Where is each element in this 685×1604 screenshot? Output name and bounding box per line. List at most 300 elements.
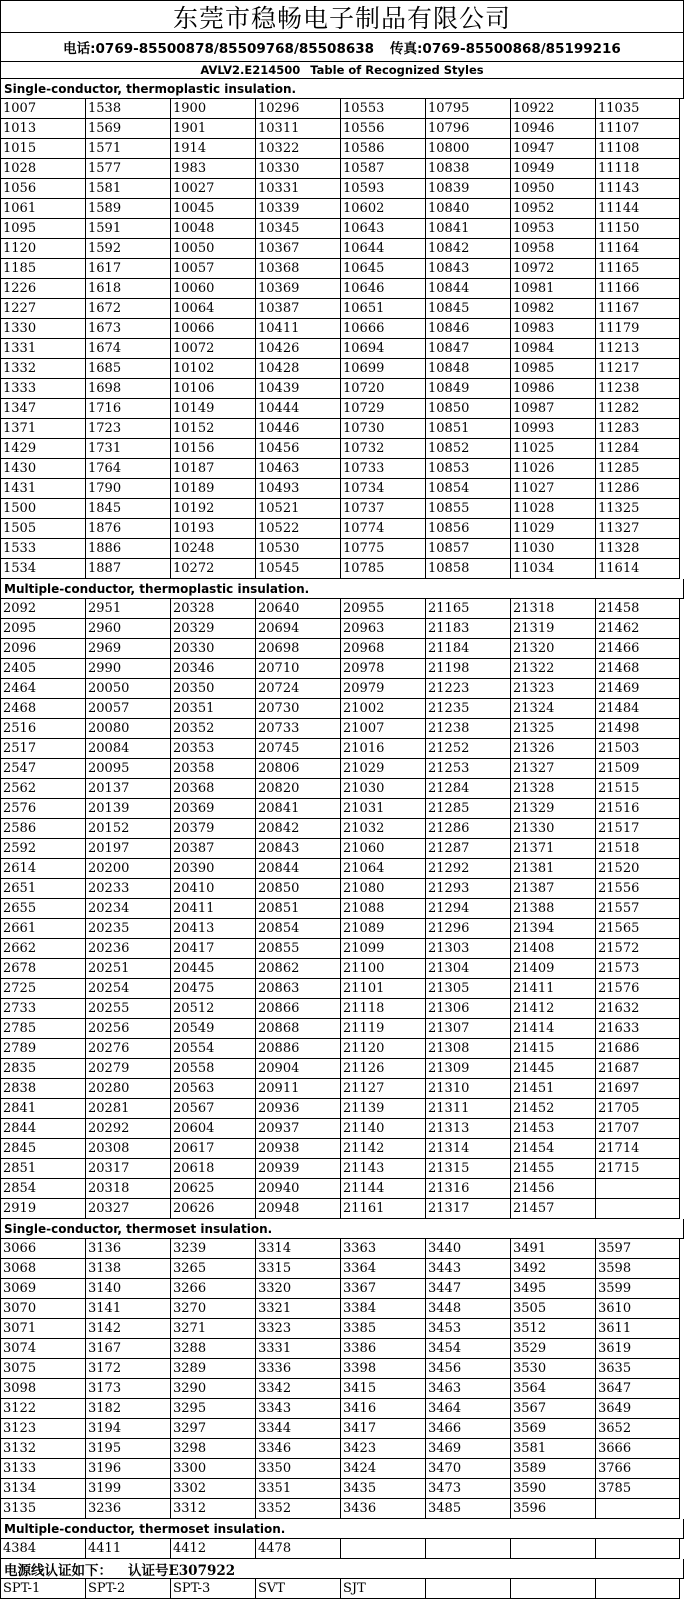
style-number-cell: 20234 bbox=[86, 899, 171, 919]
style-number-cell: 21120 bbox=[341, 1039, 426, 1059]
style-number-cell: 10983 bbox=[511, 319, 596, 339]
style-number-cell: 20604 bbox=[171, 1119, 256, 1139]
style-number-cell: 1698 bbox=[86, 379, 171, 399]
style-number-cell: 10556 bbox=[341, 119, 426, 139]
style-number-cell: 1983 bbox=[171, 159, 256, 179]
style-number-cell: 3435 bbox=[341, 1479, 426, 1499]
table-row bbox=[0, 899, 684, 919]
style-number-cell: 10602 bbox=[341, 199, 426, 219]
style-number-cell: 21305 bbox=[426, 979, 511, 999]
cord-type-cell: SVT bbox=[256, 1579, 341, 1599]
table-row bbox=[0, 379, 684, 399]
style-number-cell: 20318 bbox=[86, 1179, 171, 1199]
style-number-cell: 20197 bbox=[86, 839, 171, 859]
style-number-cell: 10428 bbox=[256, 359, 341, 379]
style-number-cell: 21556 bbox=[596, 879, 680, 899]
style-number-cell: 1577 bbox=[86, 159, 171, 179]
cord-type-cell: SPT-3 bbox=[171, 1579, 256, 1599]
style-number-cell: 2468 bbox=[1, 699, 86, 719]
style-number-cell: 21453 bbox=[511, 1119, 596, 1139]
style-number-cell: 10369 bbox=[256, 279, 341, 299]
style-number-cell: 10732 bbox=[341, 439, 426, 459]
style-number-cell: 20886 bbox=[256, 1039, 341, 1059]
style-number-cell: 3314 bbox=[256, 1239, 341, 1259]
table-row bbox=[0, 119, 684, 139]
style-number-cell: 3505 bbox=[511, 1299, 596, 1319]
style-number-cell: 21320 bbox=[511, 639, 596, 659]
style-number-cell: 20567 bbox=[171, 1099, 256, 1119]
style-number-cell bbox=[596, 1499, 680, 1519]
style-number-cell: 20387 bbox=[171, 839, 256, 859]
style-number-cell: 10645 bbox=[341, 259, 426, 279]
style-number-cell: 20855 bbox=[256, 939, 341, 959]
style-number-cell: 11144 bbox=[596, 199, 680, 219]
style-number-cell: 10985 bbox=[511, 359, 596, 379]
table-row bbox=[0, 219, 684, 239]
style-number-cell: 1618 bbox=[86, 279, 171, 299]
style-number-cell: 10322 bbox=[256, 139, 341, 159]
style-number-cell: 10064 bbox=[171, 299, 256, 319]
table-row bbox=[0, 659, 684, 679]
style-number-cell: 10311 bbox=[256, 119, 341, 139]
style-number-cell: 21633 bbox=[596, 1019, 680, 1039]
style-number-cell: 20640 bbox=[256, 599, 341, 619]
style-number-cell: 3447 bbox=[426, 1279, 511, 1299]
certificate-number: 认证号E307922 bbox=[128, 1562, 236, 1579]
style-number-cell: 1120 bbox=[1, 239, 86, 259]
style-number-cell: 20368 bbox=[171, 779, 256, 799]
style-number-cell: 3495 bbox=[511, 1279, 596, 1299]
style-number-cell: 21572 bbox=[596, 939, 680, 959]
style-number-cell: 1592 bbox=[86, 239, 171, 259]
style-number-cell: 21687 bbox=[596, 1059, 680, 1079]
style-number-cell: 20626 bbox=[171, 1199, 256, 1219]
style-number-cell: 21223 bbox=[426, 679, 511, 699]
style-number-cell: 3416 bbox=[341, 1399, 426, 1419]
style-number-cell: 3423 bbox=[341, 1439, 426, 1459]
style-number-cell: 2960 bbox=[86, 619, 171, 639]
style-number-cell: 3610 bbox=[596, 1299, 680, 1319]
style-number-cell: 21198 bbox=[426, 659, 511, 679]
style-number-cell: 11108 bbox=[596, 139, 680, 159]
table-caption: Table of Recognized Styles bbox=[310, 63, 484, 77]
style-number-cell: 3456 bbox=[426, 1359, 511, 1379]
style-number-cell: 1581 bbox=[86, 179, 171, 199]
style-number-cell: 3385 bbox=[341, 1319, 426, 1339]
style-number-cell: 3288 bbox=[171, 1339, 256, 1359]
style-number-cell: 3367 bbox=[341, 1279, 426, 1299]
style-number-cell: 21520 bbox=[596, 859, 680, 879]
style-number-cell: 20413 bbox=[171, 919, 256, 939]
style-number-cell: 10456 bbox=[256, 439, 341, 459]
style-number-cell: 10330 bbox=[256, 159, 341, 179]
style-number-cell: 21705 bbox=[596, 1099, 680, 1119]
style-number-cell: 21002 bbox=[341, 699, 426, 719]
style-number-cell: 20851 bbox=[256, 899, 341, 919]
style-number-cell: 1674 bbox=[86, 339, 171, 359]
style-number-cell: 10840 bbox=[426, 199, 511, 219]
style-number-cell: 21388 bbox=[511, 899, 596, 919]
style-number-cell: 20558 bbox=[171, 1059, 256, 1079]
style-number-cell: 20618 bbox=[171, 1159, 256, 1179]
style-number-cell: 20820 bbox=[256, 779, 341, 799]
style-number-cell: 10737 bbox=[341, 499, 426, 519]
style-number-cell: 10102 bbox=[171, 359, 256, 379]
style-number-cell: 20255 bbox=[86, 999, 171, 1019]
style-number-cell: 2851 bbox=[1, 1159, 86, 1179]
style-number-cell: 3766 bbox=[596, 1459, 680, 1479]
style-number-cell: 20254 bbox=[86, 979, 171, 999]
style-number-cell: 20369 bbox=[171, 799, 256, 819]
style-number-cell: 1591 bbox=[86, 219, 171, 239]
style-number-cell bbox=[596, 1539, 680, 1559]
style-number-cell: 3336 bbox=[256, 1359, 341, 1379]
table-row bbox=[0, 339, 684, 359]
style-number-cell: 4478 bbox=[256, 1539, 341, 1559]
style-number-cell: 21697 bbox=[596, 1079, 680, 1099]
style-number-cell: 3236 bbox=[86, 1499, 171, 1519]
style-number-cell bbox=[596, 1179, 680, 1199]
style-number-cell: 21394 bbox=[511, 919, 596, 939]
style-number-cell: 3567 bbox=[511, 1399, 596, 1419]
table-row bbox=[0, 1119, 684, 1139]
style-number-cell: 10982 bbox=[511, 299, 596, 319]
style-number-cell: 1900 bbox=[171, 99, 256, 119]
table-row bbox=[0, 1199, 684, 1219]
cord-type-cell: SPT-2 bbox=[86, 1579, 171, 1599]
style-number-cell: 21292 bbox=[426, 859, 511, 879]
style-number-cell: 20745 bbox=[256, 739, 341, 759]
style-number-cell: 21080 bbox=[341, 879, 426, 899]
style-number-cell: 3398 bbox=[341, 1359, 426, 1379]
style-number-cell: 10072 bbox=[171, 339, 256, 359]
style-number-cell: 3312 bbox=[171, 1499, 256, 1519]
style-number-cell: 3069 bbox=[1, 1279, 86, 1299]
style-number-cell: 20233 bbox=[86, 879, 171, 899]
style-number-cell: 20955 bbox=[341, 599, 426, 619]
phone-numbers: 电话:0769-85500878/85509768/85508638 bbox=[63, 41, 375, 57]
style-number-cell: 4384 bbox=[1, 1539, 86, 1559]
table-row bbox=[0, 979, 684, 999]
style-number-cell: 20936 bbox=[256, 1099, 341, 1119]
style-number-cell: 3581 bbox=[511, 1439, 596, 1459]
style-number-cell: 20866 bbox=[256, 999, 341, 1019]
style-number-cell: 21462 bbox=[596, 619, 680, 639]
style-number-cell: 1886 bbox=[86, 539, 171, 559]
style-number-cell: 21381 bbox=[511, 859, 596, 879]
style-number-cell: 3266 bbox=[171, 1279, 256, 1299]
style-number-cell: 10839 bbox=[426, 179, 511, 199]
style-number-cell: 21314 bbox=[426, 1139, 511, 1159]
style-number-cell: 1007 bbox=[1, 99, 86, 119]
table-row bbox=[0, 1179, 684, 1199]
style-number-cell: 11284 bbox=[596, 439, 680, 459]
style-number-cell: 21287 bbox=[426, 839, 511, 859]
style-number-cell: 3068 bbox=[1, 1259, 86, 1279]
style-number-cell: 3635 bbox=[596, 1359, 680, 1379]
style-number-cell: 3199 bbox=[86, 1479, 171, 1499]
style-number-cell: 21515 bbox=[596, 779, 680, 799]
style-number-cell: 3133 bbox=[1, 1459, 86, 1479]
table-row bbox=[0, 179, 684, 199]
style-number-cell: 21235 bbox=[426, 699, 511, 719]
style-number-cell: 21029 bbox=[341, 759, 426, 779]
style-number-cell: 3195 bbox=[86, 1439, 171, 1459]
style-number-cell: 10854 bbox=[426, 479, 511, 499]
style-number-cell: 21303 bbox=[426, 939, 511, 959]
style-number-cell: 3239 bbox=[171, 1239, 256, 1259]
style-number-cell: 3138 bbox=[86, 1259, 171, 1279]
style-number-cell: 21064 bbox=[341, 859, 426, 879]
style-number-cell: 20710 bbox=[256, 659, 341, 679]
style-number-cell: 10522 bbox=[256, 519, 341, 539]
style-number-cell: 20235 bbox=[86, 919, 171, 939]
style-number-cell: 21099 bbox=[341, 939, 426, 959]
table-row bbox=[0, 639, 684, 659]
style-number-cell: 3417 bbox=[341, 1419, 426, 1439]
table-row bbox=[0, 1479, 684, 1499]
style-number-cell: 2651 bbox=[1, 879, 86, 899]
style-number-cell: 1685 bbox=[86, 359, 171, 379]
style-number-cell: 1056 bbox=[1, 179, 86, 199]
style-number-cell: 10193 bbox=[171, 519, 256, 539]
style-number-cell: 20911 bbox=[256, 1079, 341, 1099]
style-number-cell: 10057 bbox=[171, 259, 256, 279]
style-number-cell: 20698 bbox=[256, 639, 341, 659]
style-number-cell: 10838 bbox=[426, 159, 511, 179]
style-number-cell: 1500 bbox=[1, 499, 86, 519]
style-number-cell: 10156 bbox=[171, 439, 256, 459]
cord-type-cell bbox=[426, 1579, 511, 1599]
table-row bbox=[0, 759, 684, 779]
style-number-cell: 3473 bbox=[426, 1479, 511, 1499]
table-row bbox=[0, 839, 684, 859]
style-number-cell: 11166 bbox=[596, 279, 680, 299]
power-cord-note bbox=[0, 1559, 684, 1579]
style-number-cell: 20937 bbox=[256, 1119, 341, 1139]
style-number-cell: 11179 bbox=[596, 319, 680, 339]
style-number-cell: 2655 bbox=[1, 899, 86, 919]
style-number-cell: 3343 bbox=[256, 1399, 341, 1419]
style-number-cell: 11283 bbox=[596, 419, 680, 439]
style-number-cell: 10694 bbox=[341, 339, 426, 359]
cord-type-cell: SJT bbox=[341, 1579, 426, 1599]
style-number-cell: 10842 bbox=[426, 239, 511, 259]
table-row bbox=[0, 959, 684, 979]
style-number-cell: 1589 bbox=[86, 199, 171, 219]
style-number-cell: 21409 bbox=[511, 959, 596, 979]
style-number-cell: 10858 bbox=[426, 559, 511, 579]
style-number-cell: 3384 bbox=[341, 1299, 426, 1319]
company-title: 东莞市稳畅电子制品有限公司 bbox=[0, 0, 684, 33]
style-sections bbox=[0, 79, 684, 1559]
style-number-cell: 20281 bbox=[86, 1099, 171, 1119]
style-number-cell: 11030 bbox=[511, 539, 596, 559]
style-number-cell: 20549 bbox=[171, 1019, 256, 1039]
style-number-cell: 2969 bbox=[86, 639, 171, 659]
style-number-cell: 10586 bbox=[341, 139, 426, 159]
table-row bbox=[0, 1319, 684, 1339]
style-number-cell: 3466 bbox=[426, 1419, 511, 1439]
style-number-cell: 2844 bbox=[1, 1119, 86, 1139]
style-number-cell: 21503 bbox=[596, 739, 680, 759]
style-number-cell: 21118 bbox=[341, 999, 426, 1019]
style-number-cell: 21371 bbox=[511, 839, 596, 859]
cord-type-cell bbox=[511, 1579, 596, 1599]
style-number-cell: 20236 bbox=[86, 939, 171, 959]
style-number-cell: 21252 bbox=[426, 739, 511, 759]
style-number-cell: 3647 bbox=[596, 1379, 680, 1399]
style-number-cell: 20854 bbox=[256, 919, 341, 939]
style-number-cell: 10048 bbox=[171, 219, 256, 239]
style-number-cell: 1716 bbox=[86, 399, 171, 419]
style-number-cell: 3172 bbox=[86, 1359, 171, 1379]
style-number-cell: 10845 bbox=[426, 299, 511, 319]
style-number-cell: 10272 bbox=[171, 559, 256, 579]
style-number-cell: 3265 bbox=[171, 1259, 256, 1279]
style-number-cell: 3785 bbox=[596, 1479, 680, 1499]
style-number-cell: 3167 bbox=[86, 1339, 171, 1359]
style-number-cell: 20351 bbox=[171, 699, 256, 719]
style-number-cell: 20963 bbox=[341, 619, 426, 639]
style-number-cell: 1347 bbox=[1, 399, 86, 419]
style-number-cell: 20251 bbox=[86, 959, 171, 979]
style-number-cell: 10855 bbox=[426, 499, 511, 519]
table-row bbox=[0, 1019, 684, 1039]
style-number-cell: 3351 bbox=[256, 1479, 341, 1499]
cord-type-cell bbox=[596, 1579, 680, 1599]
style-number-cell: 21498 bbox=[596, 719, 680, 739]
style-number-cell: 3485 bbox=[426, 1499, 511, 1519]
table-title bbox=[0, 62, 684, 79]
style-number-cell: 20563 bbox=[171, 1079, 256, 1099]
style-number-cell: 21030 bbox=[341, 779, 426, 799]
style-number-cell: 21323 bbox=[511, 679, 596, 699]
style-number-cell: 2835 bbox=[1, 1059, 86, 1079]
style-number-cell bbox=[341, 1539, 426, 1559]
style-number-cell: 10530 bbox=[256, 539, 341, 559]
style-number-cell: 10800 bbox=[426, 139, 511, 159]
style-number-cell: 3424 bbox=[341, 1459, 426, 1479]
style-number-cell: 3470 bbox=[426, 1459, 511, 1479]
table-row bbox=[0, 1079, 684, 1099]
style-number-cell: 1534 bbox=[1, 559, 86, 579]
style-number-cell: 21324 bbox=[511, 699, 596, 719]
style-number-cell: 3196 bbox=[86, 1459, 171, 1479]
style-number-cell: 21412 bbox=[511, 999, 596, 1019]
style-number-cell: 20390 bbox=[171, 859, 256, 879]
table-row bbox=[0, 1299, 684, 1319]
style-number-cell: 21517 bbox=[596, 819, 680, 839]
style-number-cell: 3415 bbox=[341, 1379, 426, 1399]
style-number-cell: 11034 bbox=[511, 559, 596, 579]
style-number-cell: 3194 bbox=[86, 1419, 171, 1439]
table-row bbox=[0, 299, 684, 319]
table-row bbox=[0, 1099, 684, 1119]
style-number-cell: 3491 bbox=[511, 1239, 596, 1259]
style-number-cell: 3066 bbox=[1, 1239, 86, 1259]
style-number-cell: 1533 bbox=[1, 539, 86, 559]
style-number-cell: 21309 bbox=[426, 1059, 511, 1079]
style-number-cell: 10922 bbox=[511, 99, 596, 119]
style-number-cell: 21484 bbox=[596, 699, 680, 719]
style-number-cell: 10587 bbox=[341, 159, 426, 179]
style-number-cell: 21119 bbox=[341, 1019, 426, 1039]
table-row bbox=[0, 319, 684, 339]
style-number-cell: 10849 bbox=[426, 379, 511, 399]
style-number-cell: 11164 bbox=[596, 239, 680, 259]
style-number-cell: 20139 bbox=[86, 799, 171, 819]
style-number-cell: 20904 bbox=[256, 1059, 341, 1079]
table-row bbox=[0, 819, 684, 839]
style-number-cell: 10593 bbox=[341, 179, 426, 199]
style-number-cell: 3453 bbox=[426, 1319, 511, 1339]
style-number-cell: 3344 bbox=[256, 1419, 341, 1439]
style-number-cell: 21165 bbox=[426, 599, 511, 619]
style-number-cell: 3140 bbox=[86, 1279, 171, 1299]
style-number-cell: 1331 bbox=[1, 339, 86, 359]
style-number-cell: 11150 bbox=[596, 219, 680, 239]
table-row bbox=[0, 1539, 684, 1559]
style-number-cell: 10187 bbox=[171, 459, 256, 479]
style-number-cell: 11327 bbox=[596, 519, 680, 539]
style-number-cell: 21387 bbox=[511, 879, 596, 899]
table-row bbox=[0, 359, 684, 379]
style-number-cell: 20938 bbox=[256, 1139, 341, 1159]
table-row bbox=[0, 539, 684, 559]
table-row bbox=[0, 159, 684, 179]
style-number-cell: 21184 bbox=[426, 639, 511, 659]
style-number-cell: 2405 bbox=[1, 659, 86, 679]
style-number-cell: 3436 bbox=[341, 1499, 426, 1519]
style-number-cell: 21140 bbox=[341, 1119, 426, 1139]
style-number-cell: 3134 bbox=[1, 1479, 86, 1499]
style-number-cell: 21457 bbox=[511, 1199, 596, 1219]
style-number-cell: 3323 bbox=[256, 1319, 341, 1339]
style-number-cell: 21316 bbox=[426, 1179, 511, 1199]
contact-line bbox=[0, 33, 684, 62]
style-number-cell: 21326 bbox=[511, 739, 596, 759]
style-number-cell: 10856 bbox=[426, 519, 511, 539]
style-number-cell: 11325 bbox=[596, 499, 680, 519]
table-row bbox=[0, 599, 684, 619]
style-number-cell: 3173 bbox=[86, 1379, 171, 1399]
style-number-cell: 20137 bbox=[86, 779, 171, 799]
style-number-cell: 21509 bbox=[596, 759, 680, 779]
style-number-cell: 20280 bbox=[86, 1079, 171, 1099]
style-number-cell: 10444 bbox=[256, 399, 341, 419]
style-number-cell: 10189 bbox=[171, 479, 256, 499]
style-number-cell: 20327 bbox=[86, 1199, 171, 1219]
style-number-cell: 1429 bbox=[1, 439, 86, 459]
style-number-cell: 20095 bbox=[86, 759, 171, 779]
style-number-cell: 20057 bbox=[86, 699, 171, 719]
style-number-cell: 20080 bbox=[86, 719, 171, 739]
style-number-cell: 20844 bbox=[256, 859, 341, 879]
table-row bbox=[0, 459, 684, 479]
style-number-cell: 10850 bbox=[426, 399, 511, 419]
style-number-cell: 1015 bbox=[1, 139, 86, 159]
style-number-cell: 10852 bbox=[426, 439, 511, 459]
style-number-cell: 10545 bbox=[256, 559, 341, 579]
style-number-cell: 10296 bbox=[256, 99, 341, 119]
style-number-cell: 21032 bbox=[341, 819, 426, 839]
style-number-cell: 3182 bbox=[86, 1399, 171, 1419]
style-number-cell: 11107 bbox=[596, 119, 680, 139]
style-number-cell: 3289 bbox=[171, 1359, 256, 1379]
style-number-cell: 20868 bbox=[256, 1019, 341, 1039]
style-number-cell: 1431 bbox=[1, 479, 86, 499]
